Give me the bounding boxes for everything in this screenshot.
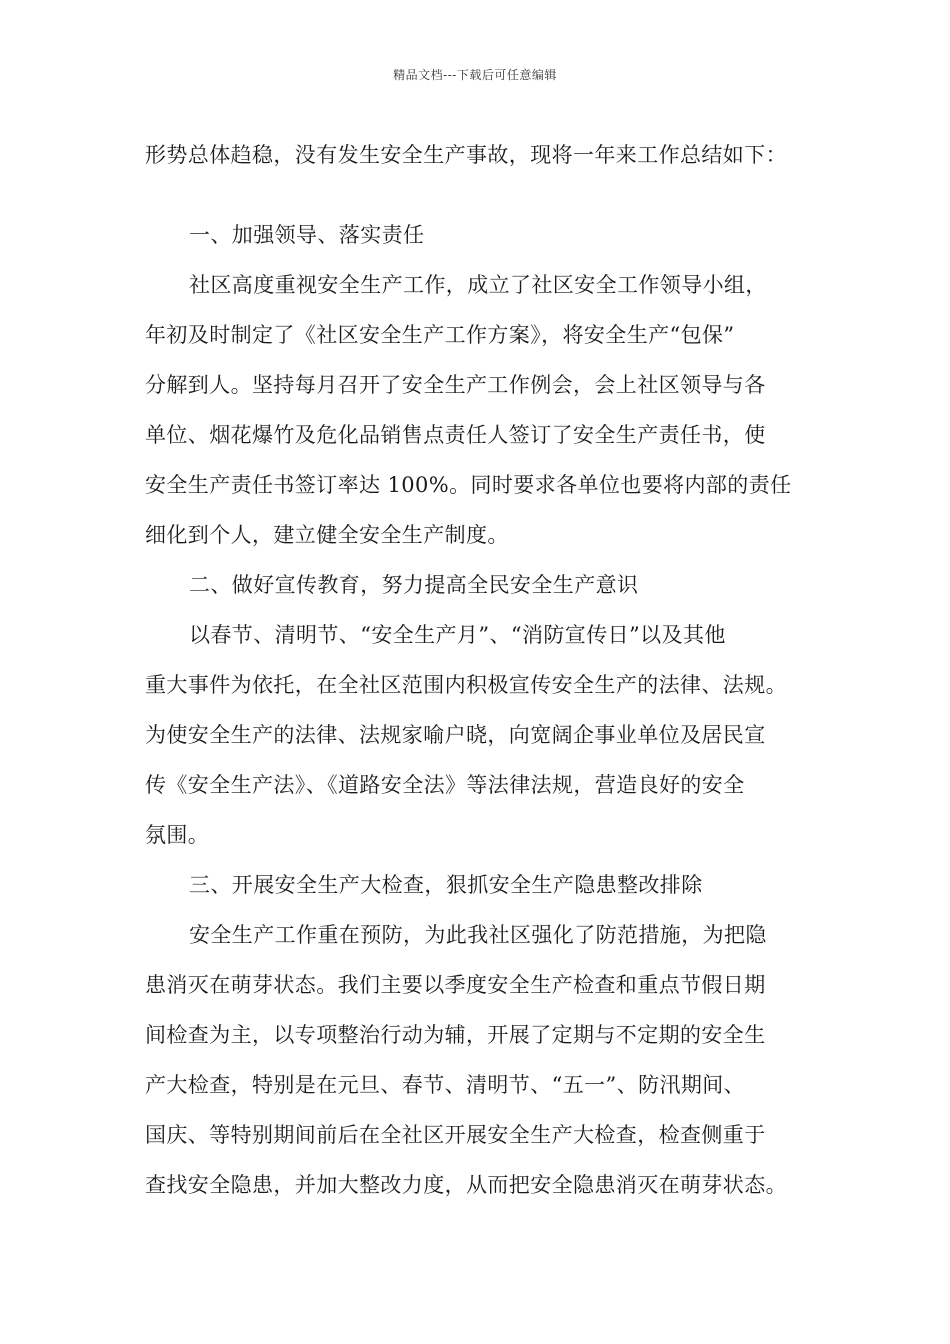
paragraph-line: 查找安全隐患，并加大整改力度，从而把安全隐患消灭在萌芽状态。 — [145, 1173, 787, 1197]
paragraph-line: 患消灭在萌芽状态。我们主要以季度安全生产检查和重点节假日期 — [145, 973, 766, 997]
paragraph-line: 氛围。 — [145, 823, 210, 847]
paragraph-line: 单位、烟花爆竹及危化品销售点责任人签订了安全生产责任书，使 — [145, 423, 766, 447]
paragraph-line: 为使安全生产的法律、法规家喻户晓，向宽阔企事业单位及居民宣 — [145, 723, 766, 747]
paragraph-line: 安全生产工作重在预防，为此我社区强化了防范措施，为把隐 — [189, 923, 767, 947]
paragraph-line: 安全生产责任书签订率达 100%。同时要求各单位也要将内部的责任 — [145, 473, 792, 497]
section-heading-3: 三、开展安全生产大检查，狠抓安全生产隐患整改排除 — [189, 873, 703, 897]
paragraph-line: 社区高度重视安全生产工作，成立了社区安全工作领导小组， — [189, 273, 767, 297]
paragraph-line: 产大检查，特别是在元旦、春节、清明节、“五一”、防汛期间、 — [145, 1073, 746, 1097]
paragraph-line: 重大事件为依托，在全社区范围内积极宣传安全生产的法律、法规。 — [145, 673, 787, 697]
paragraph-line: 年初及时制定了《社区安全生产工作方案》，将安全生产“包保” — [145, 323, 735, 347]
page-header: 精品文档---下载后可任意编辑 — [393, 68, 557, 82]
paragraph-line: 细化到个人，建立健全安全生产制度。 — [145, 523, 509, 547]
section-heading-1: 一、加强领导、落实责任 — [189, 223, 425, 247]
paragraph-line: 国庆、等特别期间前后在全社区开展安全生产大检查，检查侧重于 — [145, 1123, 766, 1147]
intro-line: 形势总体趋稳，没有发生安全生产事故，现将一年来工作总结如下： — [145, 143, 787, 167]
paragraph-line: 传《安全生产法》、《道路安全法》等法律法规，营造良好的安全 — [145, 773, 745, 797]
paragraph-line: 间检查为主，以专项整治行动为辅，开展了定期与不定期的安全生 — [145, 1023, 766, 1047]
section-spacer — [145, 180, 825, 210]
section-heading-2: 二、做好宣传教育，努力提高全民安全生产意识 — [189, 573, 639, 597]
document-body — [145, 130, 825, 1210]
paragraph-line: 以春节、清明节、“安全生产月”、“消防宣传日”以及其他 — [189, 623, 726, 647]
paragraph-line: 分解到人。坚持每月召开了安全生产工作例会，会上社区领导与各 — [145, 373, 766, 397]
